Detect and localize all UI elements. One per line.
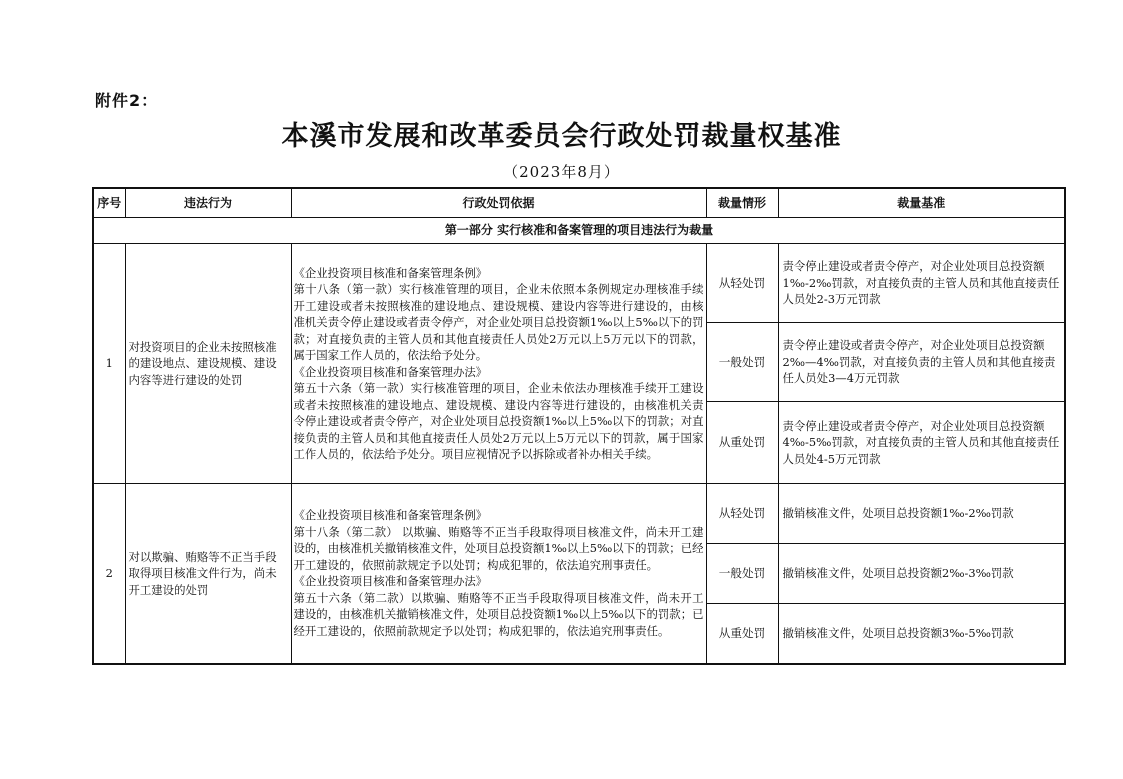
- header-seq: 序号: [93, 188, 125, 218]
- basis-article: 第五十六条（第一款）实行核准管理的项目，企业未依法办理核准手续开工建设或者未按照核准的建设地点、建设规模、建设内容等进行建设的，由核准机关责令停止建设或者责令停产，对企业处项目总投资额1‰以上5‰以下的罚款；对直接负责的主管人员和其他直接责任人员处2万元以上5万元以下的罚款，属于国家工作人员的，依法给予处分。项目应视情况予以拆除或者补办相关手续。: [293, 381, 704, 461]
- basis-article: 第十八条（第二款） 以欺骗、贿赂等不正当手段取得项目核准文件，尚未开工建设的，由核准机关撤销核准文件，处项目总投资额1‰以上5‰以下的罚款；已经开工建设的，依照前款规定予以处罚；构成犯罪的，依法追究刑事责任。: [293, 524, 704, 572]
- header-violation: 违法行为: [125, 188, 291, 218]
- basis-regulation-title: 《企业投资项目核准和备案管理办法》: [293, 574, 488, 589]
- basis-regulation-title: 《企业投资项目核准和备案管理办法》: [293, 364, 488, 379]
- standard-general: 撤销核准文件，处项目总投资额2‰-3‰罚款: [778, 544, 1065, 604]
- table-row: [93, 484, 1065, 544]
- basis-regulation-title: 《企业投资项目核准和备案管理条例》: [293, 508, 488, 523]
- table-row: [93, 244, 1065, 323]
- standard-severe: 责令停止建设或者责令停产，对企业处项目总投资额4‰-5‰罚款，对直接负责的主管人员和其他直接责任人员处4-5万元罚款: [778, 402, 1065, 484]
- standard-lenient: 责令停止建设或者责令停产，对企业处项目总投资额1‰-2‰罚款，对直接负责的主管人员和其他直接责任人员处2-3万元罚款: [778, 244, 1065, 323]
- situation-lenient: 从轻处罚: [706, 244, 778, 323]
- row-basis: [291, 484, 706, 664]
- row-violation: 对投资项目的企业未按照核准的建设地点、建设规模、建设内容等进行建设的处罚: [125, 244, 291, 484]
- standard-severe: 撤销核准文件，处项目总投资额3‰-5‰罚款: [778, 604, 1065, 664]
- situation-lenient: 从轻处罚: [706, 484, 778, 544]
- standard-general: 责令停止建设或者责令停产，对企业处项目总投资额2‰—4‰罚款，对直接负责的主管人员和其他直接责任人员处3—4万元罚款: [778, 323, 1065, 402]
- discretion-standard-table: [92, 187, 1066, 665]
- header-situation: 裁量情形: [706, 188, 778, 218]
- document-date: （2023年8月）: [503, 163, 620, 181]
- header-standard: 裁量基准: [778, 188, 1065, 218]
- row-seq: 2: [93, 484, 125, 664]
- header-basis: 行政处罚依据: [291, 188, 706, 218]
- section-title: 第一部分 实行核准和备案管理的项目违法行为裁量: [93, 218, 1065, 244]
- situation-general: 一般处罚: [706, 323, 778, 402]
- situation-severe: 从重处罚: [706, 604, 778, 664]
- basis-regulation-title: 《企业投资项目核准和备案管理条例》: [293, 265, 488, 280]
- row-basis: [291, 244, 706, 484]
- row-violation: 对以欺骗、贿赂等不正当手段取得项目核准文件行为，尚未开工建设的处罚: [125, 484, 291, 664]
- basis-article: 第五十六条（第二款）以欺骗、贿赂等不正当手段取得项目核准文件，尚未开工建设的，由核准机关撤销核准文件，处项目总投资额1‰以上5‰以下的罚款；已经开工建设的，依照前款规定予以处罚；构成犯罪的，依法追究刑事责任。: [293, 590, 704, 638]
- basis-article: 第十八条（第一款）实行核准管理的项目，企业未依照本条例规定办理核准手续开工建设或者未按照核准的建设地点、建设规模、建设内容等进行建设的，由核准机关责令停止建设或者责令停产，对企业处项目总投资额1‰以上5‰以下的罚款；对直接负责的主管人员和其他直接责任人员处2万元以上5万元以下的罚款，属于国家工作人员的，依法给予处分。: [293, 282, 704, 362]
- standard-lenient: 撤销核准文件，处项目总投资额1‰-2‰罚款: [778, 484, 1065, 544]
- situation-general: 一般处罚: [706, 544, 778, 604]
- section-row: [93, 218, 1065, 244]
- row-seq: 1: [93, 244, 125, 484]
- table-header-row: [93, 188, 1065, 218]
- attachment-label: 附件2：: [95, 91, 159, 110]
- document-title: 本溪市发展和改革委员会行政处罚裁量权基准: [281, 121, 842, 152]
- situation-severe: 从重处罚: [706, 402, 778, 484]
